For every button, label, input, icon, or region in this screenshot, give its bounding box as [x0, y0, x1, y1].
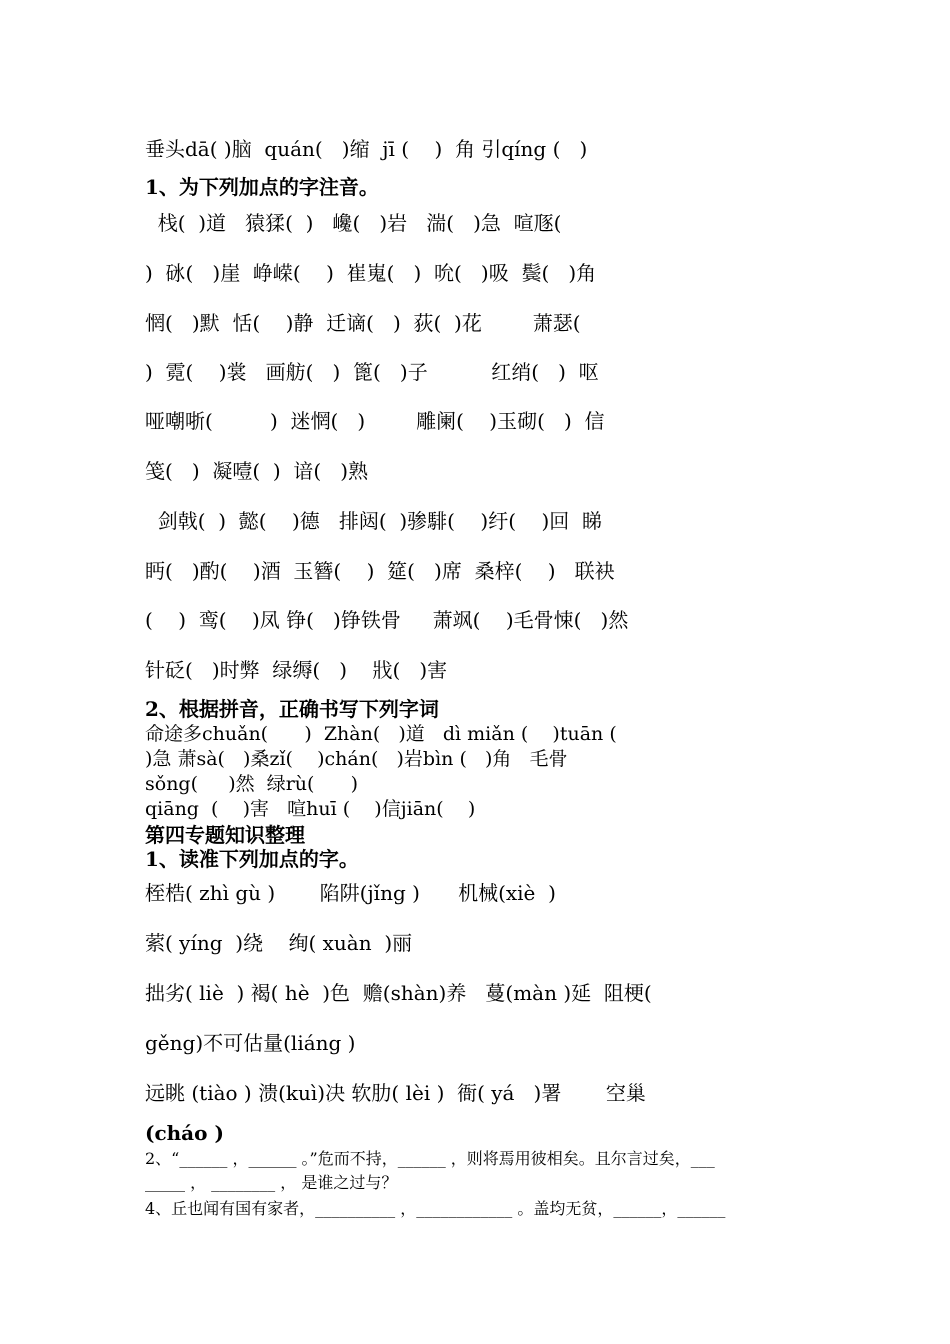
exercise-line-5: 哑嘲哳( ) 迷惘( ) 雕阑( )玉砌( ) 信: [145, 409, 605, 433]
exercise-line-4: ) 霓( )裳 画舫( ) 篦( )子 红绡( ) 呕: [145, 360, 599, 384]
reading-line-3: 拙劣( liè ) 褐( hè )色 赡(shàn)养 蔓(màn )延 阻梗(: [145, 981, 652, 1005]
exercise-line-2: ) 砯( )崖 峥嵘( ) 崔嵬( ) 吮( )吸 鬓( )角: [145, 261, 597, 285]
pinyin-write-line-4: qiāng ( )害 喧huī ( )信jiān( ): [145, 798, 476, 820]
exercise-line-3: 惘( )默 恬( )静 迁谪( ) 荻( )花 萧瑟(: [145, 311, 581, 335]
pinyin-line-0: 垂头dā( )脑 quán( )缩 jī ( ) 角 引qíng ( ): [145, 137, 588, 161]
chapter-4-section-1: 1、读准下列加点的字。: [145, 847, 359, 871]
fill-blank-line-1: 2、“______ ，______ 。”危而不持，______ ，则将焉用彼相矣。且尔言过矣，___: [145, 1149, 715, 1168]
section-2-heading: 2、根据拼音，正确书写下列字词: [145, 697, 439, 721]
reading-line-1: 桎梏( zhì gù ) 陷阱(jǐng ) 机械(xiè ): [145, 881, 556, 905]
exercise-line-8: 眄( )酌( )酒 玉簪( ) 筵( )席 桑梓( ) 联袂: [145, 559, 615, 583]
pinyin-write-line-2: )急 萧sà( )桑zǐ( )chán( )岩bìn ( )角 毛骨: [145, 748, 568, 770]
pinyin-write-line-3: sǒng( )然 绿rù( ): [145, 773, 359, 795]
reading-line-2: 萦( yíng )绕 绚( xuàn )丽: [145, 931, 413, 955]
reading-line-6: (cháo ): [145, 1121, 224, 1145]
fill-blank-line-2: _____ ， ________ ， 是谁之过与？: [145, 1173, 398, 1192]
exercise-line-6: 笺( ) 凝噎( ) 谙( )熟: [145, 459, 369, 483]
exercise-line-1: 栈( )道 猿猱( ) 巉( )岩 湍( )急 喧豗(: [145, 211, 562, 235]
reading-line-5: 远眺 (tiào ) 溃(kuì)决 软肋( lèi ) 衙( yá )署 空巢: [145, 1081, 646, 1105]
exercise-line-9: ( ) 鸾( )凤 铮( )铮铁骨 萧飒( )毛骨悚( )然: [145, 608, 629, 632]
exercise-line-7: 剑戟( ) 懿( )德 排闼( )骖騑( )纡( )回 睇: [145, 509, 602, 533]
fill-blank-line-3: 4、丘也闻有国有家者，__________ ，____________ 。盖均无贫，______，______: [145, 1199, 726, 1218]
section-1-heading: 1、为下列加点的字注音。: [145, 175, 379, 199]
chapter-4-title: 第四专题知识整理: [145, 823, 305, 847]
reading-line-4: gěng)不可估量(liáng ): [145, 1031, 356, 1055]
pinyin-write-line-1: 命途多chuǎn( ) Zhàn( )道 dì miǎn ( )tuān (: [145, 723, 617, 745]
exercise-line-10: 针砭( )时弊 绿缛( ) 戕( )害: [145, 658, 448, 682]
